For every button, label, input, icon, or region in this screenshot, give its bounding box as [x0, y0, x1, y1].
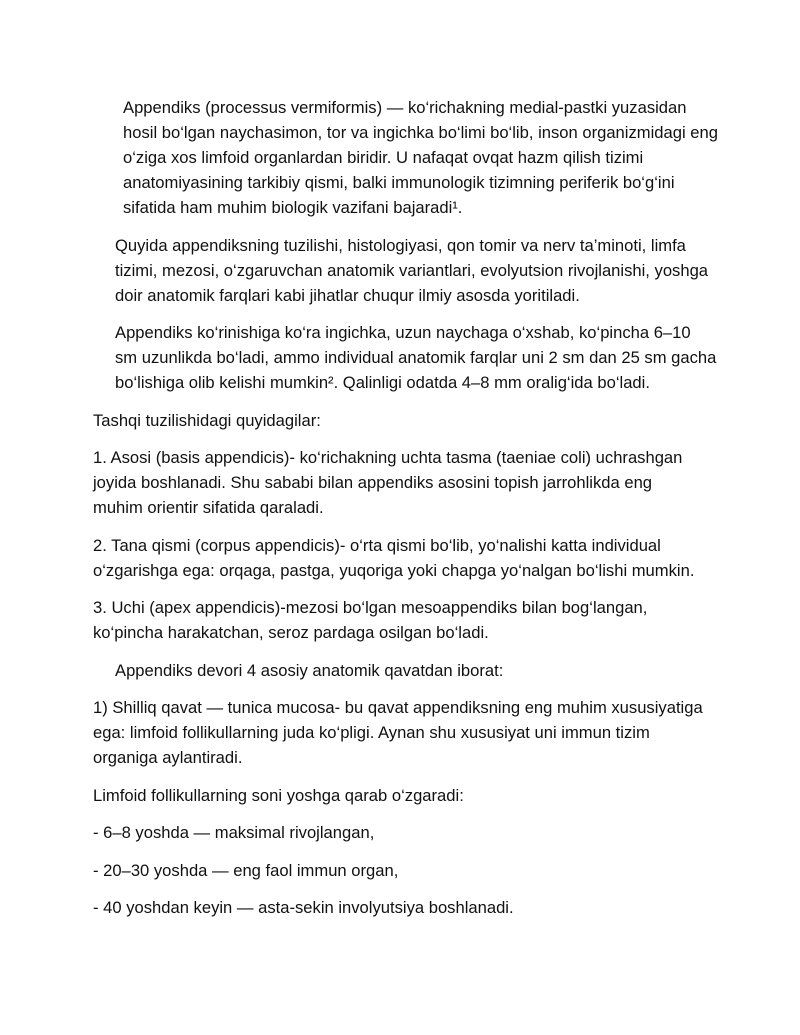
age-list-item	[93, 895, 733, 920]
age-list-item	[93, 858, 733, 883]
text-line: ko‘pincha harakatchan, seroz pardaga osilgan bo‘ladi.	[93, 623, 489, 642]
follicles-heading	[93, 783, 733, 808]
text-line: Appendiks devori 4 asosiy anatomik qavatdan iborat:	[115, 660, 504, 680]
text-line: - 40 yoshdan keyin — asta-sekin involyutsiya boshlanadi.	[93, 898, 514, 917]
text-line: 3. Uchi (apex appendicis)-mezosi bo‘lgan mesoappendiks bilan bog‘langan,	[93, 598, 648, 617]
text-line: doir anatomik farqlari kabi jihatlar chuqur ilmiy asosda yoritiladi.	[115, 285, 580, 305]
text-line: Limfoid follikullarning soni yoshga qarab o‘zgaradi:	[93, 785, 464, 805]
list-item-basis	[93, 445, 733, 520]
text-line: ega: limfoid follikullarning juda ko‘pligi. Aynan shu xususiyat uni immun tizim	[93, 723, 650, 742]
text-line: muhim orientir sifatida qaraladi.	[93, 498, 324, 517]
text-line: hosil bo‘lgan naychasimon, tor va ingichka bo‘limi bo‘lib, inson organizmidagi eng	[123, 123, 718, 142]
text-line: tizimi, mezosi, o‘zgaruvchan anatomik variantlari, evolyutsion rivojlanishi, yoshga	[115, 260, 709, 280]
text-line: o‘zgarishga ega: orqaga, pastga, yuqoriga yoki chapga yo‘nalgan bo‘lishi mumkin.	[93, 560, 695, 580]
dimensions-paragraph	[93, 320, 733, 395]
text-line: bo‘lishiga olib kelishi mumkin². Qalinligi odatda 4–8 mm oralig‘ida bo‘ladi.	[115, 373, 650, 392]
text-line: anatomiyasining tarkibiy qismi, balki immunologik tizimning periferik bo‘g‘ini	[123, 173, 675, 192]
text-line: 2. Tana qismi (corpus appendicis)- o‘rta qismi bo‘lib, yo‘nalishi katta individual	[93, 535, 661, 555]
external-structure-heading	[93, 408, 733, 433]
text-line: 1. Asosi (basis appendicis)- ko‘richakning uchta tasma (taeniae coli) uchrashgan	[93, 448, 683, 467]
age-list-item	[93, 820, 733, 845]
intro-paragraph	[93, 95, 733, 220]
text-line: - 20–30 yoshda — eng faol immun organ,	[93, 860, 399, 880]
mucosa-paragraph	[93, 695, 733, 770]
text-line: Quyida appendiksning tuzilishi, histologiyasi, qon tomir va nerv ta’minoti, limfa	[115, 235, 686, 255]
text-line: - 6–8 yoshda — maksimal rivojlangan,	[93, 823, 375, 842]
list-item-corpus	[93, 533, 733, 583]
list-item-apex	[93, 595, 733, 645]
text-line: Appendiks ko‘rinishiga ko‘ra ingichka, uzun naychaga o‘xshab, ko‘pincha 6–10	[115, 323, 691, 342]
document-page	[93, 95, 733, 933]
text-line: sm uzunlikda bo‘ladi, ammo individual anatomik farqlar uni 2 sm dan 25 sm gacha	[115, 348, 717, 367]
wall-layers-heading	[93, 658, 733, 683]
text-line: Appendiks (processus vermiformis) — ko‘richakning medial-pastki yuzasidan	[123, 98, 687, 117]
overview-paragraph	[93, 233, 733, 308]
text-line: 1) Shilliq qavat — tunica mucosa- bu qavat appendiksning eng muhim xususiyatiga	[93, 698, 703, 717]
text-line: organiga aylantiradi.	[93, 748, 243, 767]
text-line: joyida boshlanadi. Shu sababi bilan appendiks asosini topish jarrohlikda eng	[93, 473, 653, 492]
text-line: o‘ziga xos limfoid organlardan biridir. U nafaqat ovqat hazm qilish tizimi	[123, 148, 644, 167]
text-line: sifatida ham muhim biologik vazifani bajaradi¹.	[123, 198, 463, 217]
text-line: Tashqi tuzilishidagi quyidagilar:	[93, 410, 321, 430]
